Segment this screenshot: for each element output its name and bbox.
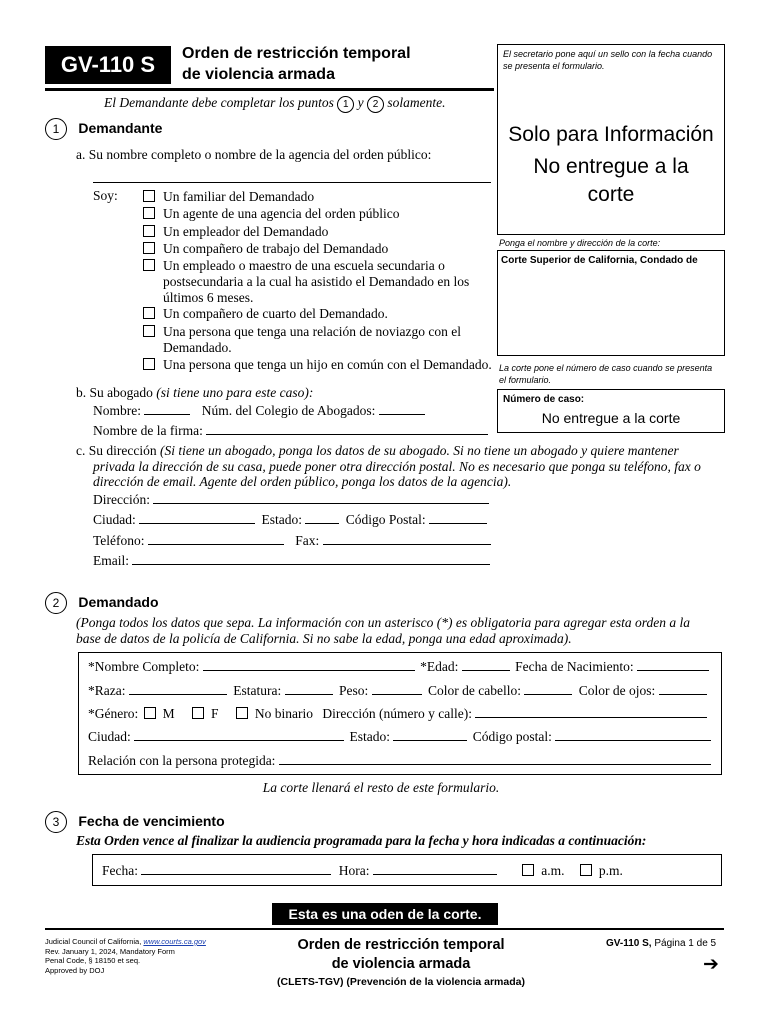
respondent-name-field[interactable]	[203, 658, 415, 671]
height-field[interactable]	[285, 682, 333, 695]
respondent-note-line1: (Ponga todos los datos que sepa. La información con un asterisco (*) es obligatoria para agregar esta orden a la	[76, 615, 690, 630]
checkbox-noviazgo[interactable]	[143, 325, 155, 337]
expiration-subheading: Esta Orden vence al finalizar la audiencia programada para la fecha y hora indicadas a continuación:	[76, 833, 647, 848]
respondent-city-row	[88, 728, 711, 745]
state-field[interactable]	[305, 511, 339, 524]
next-page-arrow-icon[interactable]: ➔	[703, 954, 719, 975]
option-companero-trabajo	[143, 240, 492, 257]
age-field[interactable]	[462, 658, 510, 671]
section1-heading	[45, 118, 162, 140]
zip-field[interactable]	[429, 511, 487, 524]
respondent-state-label: Estado:	[349, 729, 390, 744]
gender-m-checkbox[interactable]	[144, 707, 156, 719]
fax-field[interactable]	[323, 532, 491, 545]
court-order-banner: Esta es una oden de la corte.	[272, 903, 498, 925]
checkbox-empleado-escuela[interactable]	[143, 259, 155, 271]
address-label: c. Su dirección	[76, 443, 157, 458]
gender-nonbinary-checkbox[interactable]	[236, 707, 248, 719]
footer-subtitle: (CLETS-TGV) (Prevención de la violencia armada)	[277, 976, 525, 988]
case-number-box	[497, 389, 725, 433]
am-checkbox[interactable]	[522, 864, 534, 876]
form-code-badge: GV-110 S	[45, 46, 171, 84]
bar-number-label: Núm. del Colegio de Abogados:	[201, 403, 376, 418]
respondent-address-field[interactable]	[475, 705, 707, 718]
state-label: Estado:	[261, 512, 302, 527]
court-fill-note: La corte llenará el resto de este formulario.	[262, 780, 500, 795]
fax-label: Fax:	[295, 533, 320, 548]
race-label: *Raza:	[88, 683, 126, 698]
info-only-line1: Solo para Información	[508, 123, 714, 146]
gender-f-checkbox[interactable]	[192, 707, 204, 719]
section1-title: Demandante	[78, 120, 163, 136]
city-field[interactable]	[139, 511, 255, 524]
bar-number-field[interactable]	[379, 402, 425, 415]
section2-heading	[45, 592, 159, 614]
header-rule	[45, 88, 494, 91]
attorney-name-row	[93, 402, 425, 419]
case-number-note: La corte pone el número de caso cuando se presenta el formulario.	[499, 363, 713, 385]
option-label-cont: últimos 6 meses.	[163, 289, 254, 305]
instructions-circle-1: 1	[337, 96, 354, 113]
phone-field[interactable]	[148, 532, 284, 545]
phone-label: Teléfono:	[93, 533, 145, 548]
case-number-value: No entregue a la corte	[541, 410, 681, 426]
address-note-line3: dirección de email. Agente del orden público, ponga los datos de la agencia).	[93, 474, 512, 489]
hair-color-field[interactable]	[524, 682, 572, 695]
instructions-circle-2: 2	[367, 96, 384, 113]
expiration-box	[92, 854, 722, 886]
gender-nonbinary-label: No binario	[254, 706, 314, 721]
info-only-line2: No entregue a la	[533, 155, 689, 178]
checkbox-companero-cuarto[interactable]	[143, 307, 155, 319]
email-label: Email:	[93, 553, 129, 568]
option-label-cont: Demandado.	[163, 340, 232, 356]
option-label: Un compañero de cuarto del Demandado.	[163, 306, 388, 322]
attorney-label: b. Su abogado	[76, 385, 153, 400]
eye-color-field[interactable]	[659, 682, 707, 695]
weight-label: Peso:	[338, 683, 369, 698]
respondent-note-line2: base de datos de la policía de California. Si no sabe la edad, ponga una edad aproximada).	[76, 631, 572, 646]
phone-row	[93, 532, 491, 549]
attorney-name-field[interactable]	[144, 402, 190, 415]
pm-label: p.m.	[598, 863, 623, 878]
option-hijo-comun	[143, 356, 492, 373]
respondent-city-label: Ciudad:	[88, 729, 131, 744]
email-row	[93, 552, 490, 569]
respondent-city-field[interactable]	[134, 728, 344, 741]
option-companero-cuarto	[143, 305, 492, 322]
option-agente	[143, 205, 492, 222]
address-heading	[76, 443, 726, 490]
expiration-time-label: Hora:	[338, 863, 370, 878]
option-label: Un familiar del Demandado	[163, 189, 315, 204]
footer-penal-code: Penal Code, § 18150 et seq.	[45, 956, 141, 965]
email-field[interactable]	[132, 552, 490, 565]
footer-rule	[45, 928, 724, 930]
footer-title-line2: de violencia armada	[331, 956, 471, 972]
section3-title: Fecha de vencimiento	[78, 813, 225, 829]
info-only-line3: corte	[587, 183, 635, 206]
hair-color-label: Color de cabello:	[427, 683, 521, 698]
courts-website-link[interactable]: www.courts.ca.gov	[143, 937, 206, 946]
respondent-state-field[interactable]	[393, 728, 467, 741]
expiration-date-label: Fecha:	[102, 863, 138, 878]
firm-name-row	[93, 422, 488, 439]
respondent-name-row	[88, 658, 709, 675]
footer-page-code: GV-110 S,	[606, 938, 652, 949]
checkbox-empleador[interactable]	[143, 225, 155, 237]
respondent-address-label: Dirección (número y calle):	[322, 706, 472, 721]
footer-title-line1: Orden de restricción temporal	[297, 937, 505, 953]
gender-label: *Género:	[88, 706, 139, 721]
option-label: Un empleador del Demandado	[163, 223, 329, 239]
birthdate-label: Fecha de Nacimiento:	[515, 659, 634, 674]
option-label: Un compañero de trabajo del Demandado	[163, 240, 389, 256]
section2-title: Demandado	[78, 594, 159, 610]
eye-color-label: Color de ojos:	[578, 683, 656, 698]
height-label: Estatura:	[233, 683, 282, 698]
court-name-box	[497, 250, 725, 356]
expiration-date-field[interactable]	[141, 862, 331, 875]
option-empleado-escuela	[143, 257, 492, 274]
respondent-zip-field[interactable]	[555, 728, 711, 741]
instructions	[104, 95, 445, 113]
pm-checkbox[interactable]	[580, 864, 592, 876]
respondent-traits-row	[88, 682, 707, 699]
relationship-row	[88, 752, 711, 769]
city-row	[93, 511, 487, 528]
footer-left	[45, 937, 206, 975]
respondent-gender-row	[88, 705, 707, 722]
section1-number: 1	[45, 118, 67, 140]
attorney-heading	[76, 385, 313, 401]
gender-m-label: M	[162, 706, 175, 721]
respondent-box	[78, 652, 722, 775]
address-note: (Si tiene un abogado, ponga los datos de su abogado. Si no tiene un abogado y quiere mantener	[159, 443, 679, 458]
checkbox-agente[interactable]	[143, 207, 155, 219]
address-street-field[interactable]	[153, 491, 489, 504]
footer-page-info	[606, 938, 716, 949]
expiration-row	[102, 862, 623, 879]
option-label: Un agente de una agencia del orden público	[163, 206, 400, 222]
court-name-label: Ponga el nombre y dirección de la corte:	[499, 238, 661, 248]
firm-name-label: Nombre de la firma:	[93, 423, 203, 438]
firm-name-field[interactable]	[206, 422, 488, 435]
gender-f-label: F	[211, 706, 219, 721]
checkbox-companero-trabajo[interactable]	[143, 242, 155, 254]
applicant-name-field[interactable]	[93, 182, 491, 183]
zip-label: Código Postal:	[345, 512, 426, 527]
respondent-zip-label: Código postal:	[472, 729, 552, 744]
option-label: Una persona que tenga una relación de noviazgo con el	[163, 323, 462, 339]
checkbox-familiar[interactable]	[143, 190, 155, 202]
footer-approved: Approved by DOJ	[45, 965, 105, 975]
footer-title	[200, 936, 602, 991]
option-empleador	[143, 223, 492, 240]
option-noviazgo	[143, 323, 492, 340]
race-field[interactable]	[129, 682, 227, 695]
form-title	[182, 43, 411, 85]
option-label-cont: postsecundaria a la cual ha asistido el Demandado en los	[163, 274, 470, 290]
footer-council: Judicial Council of California,	[45, 937, 142, 946]
expiration-time-field[interactable]	[373, 862, 497, 875]
respondent-note	[76, 615, 690, 647]
instructions-and: y	[357, 95, 364, 110]
relationship-label: Relación con la persona protegida:	[88, 753, 276, 768]
footer-page-number: Página 1 de 5	[654, 938, 717, 949]
clerk-stamp-box	[497, 44, 725, 235]
relationship-options	[143, 188, 492, 373]
instructions-text-end: solamente.	[387, 95, 446, 110]
attorney-note: (si tiene uno para este caso):	[156, 385, 314, 400]
clerk-stamp-note: El secretario pone aquí un sello con la fecha cuando se presenta el formulario.	[503, 49, 713, 71]
attorney-name-label: Nombre:	[93, 403, 141, 418]
option-label: Un empleado o maestro de una escuela secundaria o	[163, 258, 445, 274]
case-number-label: Número de caso:	[503, 394, 585, 405]
section2-number: 2	[45, 592, 67, 614]
form-title-line1: Orden de restricción temporal	[182, 45, 411, 62]
option-familiar	[143, 188, 492, 205]
form-title-line2: de violencia armada	[182, 66, 335, 83]
am-label: a.m.	[541, 863, 565, 878]
checkbox-hijo-comun[interactable]	[143, 358, 155, 370]
city-label: Ciudad:	[93, 512, 136, 527]
footer-revision: Rev. January 1, 2024, Mandatory Form	[45, 946, 175, 956]
instructions-text: El Demandante debe completar los puntos	[104, 95, 334, 110]
address-row	[93, 491, 489, 508]
relationship-field[interactable]	[279, 752, 711, 765]
info-only-text	[498, 119, 724, 211]
address-street-label: Dirección:	[93, 492, 150, 507]
applicant-name-label: a. Su nombre completo o nombre de la agencia del orden público:	[76, 147, 432, 162]
soy-label: Soy:	[93, 188, 118, 203]
birthdate-field[interactable]	[637, 658, 709, 671]
address-note-line2: privada la dirección de su casa, puede poner otra dirección postal. No es necesario que ponga su teléfono, fax o	[93, 458, 701, 474]
section3-number: 3	[45, 811, 67, 833]
section3-heading	[45, 811, 225, 833]
court-name: Corte Superior de California, Condado de	[501, 255, 698, 266]
weight-field[interactable]	[372, 682, 422, 695]
option-label: Una persona que tenga un hijo en común con el Demandado.	[163, 356, 492, 372]
respondent-name-label: *Nombre Completo:	[88, 659, 200, 674]
age-label: *Edad:	[420, 659, 459, 674]
